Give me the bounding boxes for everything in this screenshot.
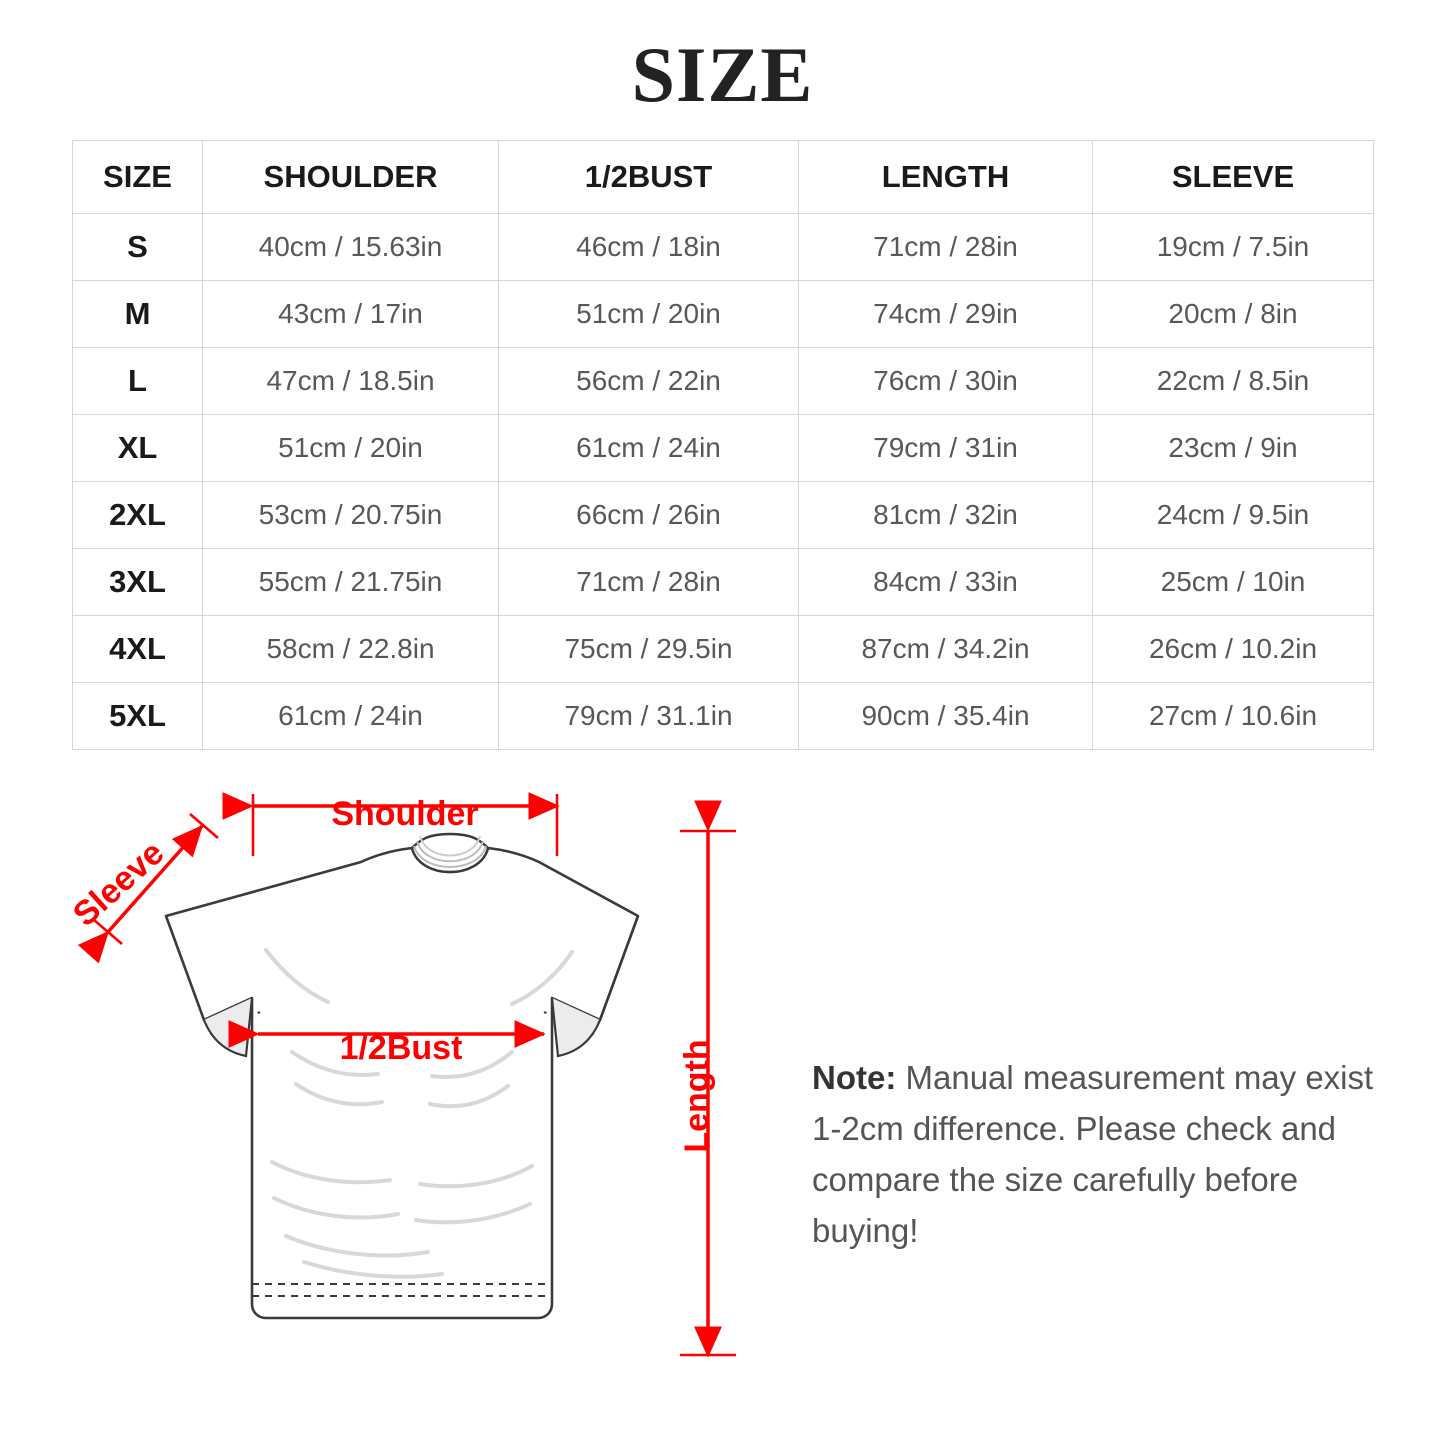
cell-bust: 46cm / 18in [499,214,799,281]
cell-sleeve: 26cm / 10.2in [1093,616,1374,683]
cell-size: M [73,281,203,348]
table-row [73,683,1374,750]
table-row [73,348,1374,415]
cell-length: 84cm / 33in [799,549,1093,616]
cell-bust: 56cm / 22in [499,348,799,415]
cell-shoulder: 53cm / 20.75in [203,482,499,549]
cell-shoulder: 58cm / 22.8in [203,616,499,683]
cell-size: 4XL [73,616,203,683]
cell-bust: 51cm / 20in [499,281,799,348]
cell-size: 3XL [73,549,203,616]
cell-length: 76cm / 30in [799,348,1093,415]
cell-sleeve: 22cm / 8.5in [1093,348,1374,415]
cell-length: 81cm / 32in [799,482,1093,549]
table-row [73,281,1374,348]
cell-sleeve: 20cm / 8in [1093,281,1374,348]
cell-size: L [73,348,203,415]
cell-bust: 79cm / 31.1in [499,683,799,750]
cell-shoulder: 55cm / 21.75in [203,549,499,616]
measurement-note [812,1052,1392,1257]
cell-length: 79cm / 31in [799,415,1093,482]
table-header-row [73,141,1374,214]
table-row [73,616,1374,683]
page-title: SIZE [631,31,814,118]
cell-sleeve: 23cm / 9in [1093,415,1374,482]
cell-shoulder: 61cm / 24in [203,683,499,750]
cell-shoulder: 43cm / 17in [203,281,499,348]
tshirt-measurement-diagram [60,784,800,1404]
cell-size: XL [73,415,203,482]
tshirt-outline [166,834,638,1318]
cell-length: 90cm / 35.4in [799,683,1093,750]
cell-size: 2XL [73,482,203,549]
cell-sleeve: 27cm / 10.6in [1093,683,1374,750]
table-row [73,482,1374,549]
column-header-sleeve: SLEEVE [1093,141,1374,214]
cell-bust: 75cm / 29.5in [499,616,799,683]
note-text: Manual measurement may exist 1-2cm difference. Please check and compare the size carefully before buying! [812,1059,1374,1250]
column-header-size: SIZE [73,141,203,214]
cell-shoulder: 47cm / 18.5in [203,348,499,415]
cell-sleeve: 25cm / 10in [1093,549,1374,616]
table-row [73,214,1374,281]
length-label: Length [678,1039,716,1153]
size-table-container [72,140,1373,750]
cell-bust: 71cm / 28in [499,549,799,616]
note-prefix: Note: [812,1059,897,1096]
sleeve-label: Sleeve [65,833,172,934]
cell-shoulder: 51cm / 20in [203,415,499,482]
bust-label: 1/2Bust [339,1029,463,1067]
table-row [73,549,1374,616]
measurement-diagram-section [0,784,1445,1444]
cell-length: 71cm / 28in [799,214,1093,281]
column-header-shoulder: SHOULDER [203,141,499,214]
shoulder-label: Shoulder [331,794,479,833]
cell-length: 74cm / 29in [799,281,1093,348]
cell-length: 87cm / 34.2in [799,616,1093,683]
cell-shoulder: 40cm / 15.63in [203,214,499,281]
cell-bust: 66cm / 26in [499,482,799,549]
cell-sleeve: 24cm / 9.5in [1093,482,1374,549]
table-row [73,415,1374,482]
column-header-bust: 1/2BUST [499,141,799,214]
column-header-length: LENGTH [799,141,1093,214]
cell-bust: 61cm / 24in [499,415,799,482]
cell-size: 5XL [73,683,203,750]
cell-sleeve: 19cm / 7.5in [1093,214,1374,281]
size-table [72,140,1374,750]
cell-size: S [73,214,203,281]
